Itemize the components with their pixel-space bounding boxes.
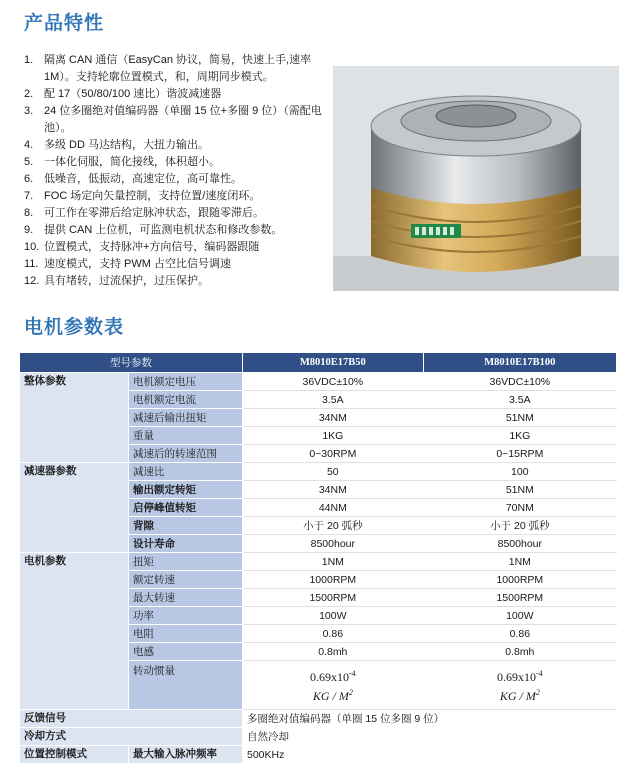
feature-item	[24, 256, 324, 273]
feature-number: 4.	[24, 139, 34, 151]
param-label: 设计寿命	[129, 535, 243, 553]
param-value-1: 1500RPM	[243, 589, 424, 607]
cooling-value: 自然冷却	[243, 728, 617, 746]
servo-motor-image	[333, 66, 619, 291]
table-row	[20, 463, 617, 481]
feature-item	[24, 103, 324, 137]
param-value-2: 100W	[423, 607, 616, 625]
param-value-1: 1KG	[243, 427, 424, 445]
param-value-1: 1000RPM	[243, 571, 424, 589]
feedback-value: 多圈绝对值编码器（单圈 15 位多圈 9 位）	[243, 710, 617, 728]
product-photo	[333, 66, 619, 291]
param-label: 电机额定电压	[129, 373, 243, 391]
param-label: 启停峰值转矩	[129, 499, 243, 517]
position-sub-label: 最大输入脉冲频率	[129, 746, 243, 764]
param-label: 重量	[129, 427, 243, 445]
feature-number: 1.	[24, 54, 34, 66]
param-label: 额定转速	[129, 571, 243, 589]
feature-text: 一体化伺服，简化接线，体积超小。	[44, 156, 220, 168]
feature-number: 10.	[24, 241, 40, 253]
header-model-2: M8010E17B100	[423, 353, 616, 373]
feature-text: 多级 DD 马达结构，大扭力输出。	[44, 139, 209, 151]
feature-text: 隔离 CAN 通信（EasyCan 协议，简易，快速上手,速率 1M）。支持轮廓位置模式，和，周期同步模式。	[44, 54, 312, 83]
param-value-1: 0.86	[243, 625, 424, 643]
feature-number: 8.	[24, 207, 34, 219]
feature-item	[24, 205, 324, 222]
feature-number: 7.	[24, 190, 34, 202]
param-label: 电机额定电流	[129, 391, 243, 409]
feature-text: 位置模式，支持脉冲+方向信号，编码器跟随	[44, 241, 260, 253]
param-value-2: 0~15RPM	[423, 445, 616, 463]
feature-number: 6.	[24, 173, 34, 185]
group-label: 减速器参数	[20, 463, 129, 553]
header-model-1: M8010E17B50	[243, 353, 424, 373]
param-value-1: 44NM	[243, 499, 424, 517]
param-value-2: 0.86	[423, 625, 616, 643]
feedback-label: 反馈信号	[20, 710, 243, 728]
param-label: 扭矩	[129, 553, 243, 571]
param-value-1: 小于 20 弧秒	[243, 517, 424, 535]
feature-item	[24, 171, 324, 188]
position-value: 500KHz	[243, 746, 617, 764]
group-label: 电机参数	[20, 553, 129, 710]
feature-text: 配 17（50/80/100 速比）谐波减速器	[44, 88, 222, 100]
feature-number: 2.	[24, 88, 34, 100]
feature-number: 11.	[24, 258, 39, 270]
feature-item	[24, 137, 324, 154]
cooling-label: 冷却方式	[20, 728, 243, 746]
param-value-2: 70NM	[423, 499, 616, 517]
header-model-param: 型号参数	[20, 353, 243, 373]
param-label: 电阻	[129, 625, 243, 643]
features-title: 产品特性	[24, 13, 105, 34]
param-value-1: 1NM	[243, 553, 424, 571]
param-table	[19, 352, 617, 764]
feature-text: 提供 CAN 上位机，可监测电机状态和修改参数。	[44, 224, 283, 236]
feature-item	[24, 273, 324, 290]
feature-item	[24, 222, 324, 239]
feature-number: 12.	[24, 275, 40, 287]
param-value-2: 1000RPM	[423, 571, 616, 589]
param-label: 最大转速	[129, 589, 243, 607]
param-value-1: 3.5A	[243, 391, 424, 409]
feature-text: 低噪音，低振动，高速定位，高可靠性。	[44, 173, 242, 185]
feature-item	[24, 86, 324, 103]
param-value-1: 0~30RPM	[243, 445, 424, 463]
position-row	[20, 746, 617, 764]
param-label: 减速比	[129, 463, 243, 481]
position-label: 位置控制模式	[20, 746, 129, 764]
table-row	[20, 373, 617, 391]
feature-text: 速度模式，支持 PWM 占空比信号调速	[44, 258, 231, 270]
params-title: 电机参数表	[24, 317, 125, 338]
feature-item	[24, 188, 324, 205]
param-value-2: 51NM	[423, 409, 616, 427]
param-value-2: 1KG	[423, 427, 616, 445]
inertia-value-2: $0.69x10^{-4}$ KG / $M^2$	[423, 661, 616, 710]
param-value-2: 小于 20 弧秒	[423, 517, 616, 535]
param-label: 电感	[129, 643, 243, 661]
feature-list	[24, 52, 324, 290]
param-value-2: 8500hour	[423, 535, 616, 553]
param-value-1: 8500hour	[243, 535, 424, 553]
feature-number: 9.	[24, 224, 34, 236]
param-label: 转动惯量	[129, 661, 243, 710]
feature-text: 可工作在零滞后给定脉冲状态，跟随零滞后。	[44, 207, 264, 219]
param-label: 减速后输出扭矩	[129, 409, 243, 427]
param-label: 减速后的转速范围	[129, 445, 243, 463]
table-header-row	[20, 353, 617, 373]
param-value-2: 3.5A	[423, 391, 616, 409]
cooling-row	[20, 728, 617, 746]
param-value-2: 1500RPM	[423, 589, 616, 607]
feature-number: 5.	[24, 156, 34, 168]
param-value-1: 100W	[243, 607, 424, 625]
param-value-1: 0.8mh	[243, 643, 424, 661]
param-value-1: 50	[243, 463, 424, 481]
inertia-value-1: $0.69x10^{-4}$ KG / $M^2$	[243, 661, 424, 710]
param-value-2: 36VDC±10%	[423, 373, 616, 391]
group-label: 整体参数	[20, 373, 129, 463]
feature-text: FOC 场定向矢量控制，支持位置/速度闭环。	[44, 190, 261, 202]
table-row	[20, 553, 617, 571]
feature-item	[24, 239, 324, 256]
param-value-1: 34NM	[243, 481, 424, 499]
param-value-1: 36VDC±10%	[243, 373, 424, 391]
param-label: 背隙	[129, 517, 243, 535]
feature-number: 3.	[24, 105, 34, 117]
feature-text: 24 位多圈绝对值编码器（单圈 15 位+多圈 9 位）（需配电池）。	[44, 105, 322, 134]
feature-text: 具有堵转，过流保护，过压保护。	[44, 275, 209, 287]
param-label: 功率	[129, 607, 243, 625]
feature-item	[24, 52, 324, 86]
param-value-2: 0.8mh	[423, 643, 616, 661]
param-value-2: 100	[423, 463, 616, 481]
param-value-2: 1NM	[423, 553, 616, 571]
feedback-row	[20, 710, 617, 728]
param-label: 输出额定转矩	[129, 481, 243, 499]
param-value-1: 34NM	[243, 409, 424, 427]
feature-item	[24, 154, 324, 171]
param-value-2: 51NM	[423, 481, 616, 499]
